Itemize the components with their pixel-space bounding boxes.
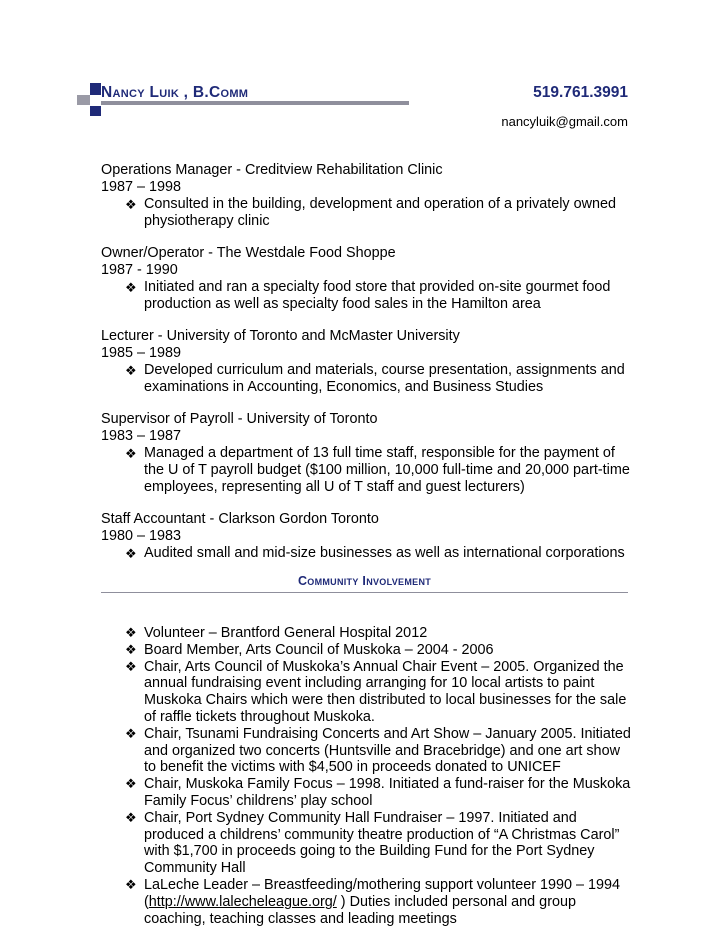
header-decoration-blue-top bbox=[90, 83, 101, 95]
job-title: Owner/Operator - The Westdale Food Shoppe bbox=[101, 245, 396, 261]
job-title: Lecturer - University of Toronto and McMaster University bbox=[101, 328, 460, 344]
diamond-bullet-icon: ❖ bbox=[125, 658, 137, 674]
laleche-league-link[interactable]: http://www.lalecheleague.org/ bbox=[148, 893, 337, 910]
community-item: ❖ Chair, Tsunami Fundraising Concerts and Art Show – January 2005. Initiated and organized two concerts (Huntsville and Bracebridge) and one art show to benefit the victims with $4,500 in proceeds donated to UNICEF bbox=[125, 725, 631, 776]
job-entry bbox=[101, 511, 631, 562]
job-bullet: ❖ Consulted in the building, development and operation of a privately owned physiotherapy clinic bbox=[125, 196, 617, 229]
diamond-bullet-icon: ❖ bbox=[125, 776, 137, 792]
header-decoration-blue-bottom bbox=[90, 106, 101, 116]
job-entry bbox=[101, 411, 631, 496]
candidate-name: Nancy Luik , B.Comm bbox=[101, 84, 249, 101]
job-entry bbox=[101, 328, 631, 396]
diamond-bullet-icon: ❖ bbox=[125, 641, 137, 657]
diamond-bullet-icon: ❖ bbox=[125, 446, 137, 461]
community-section bbox=[101, 625, 631, 927]
job-dates: 1980 – 1983 bbox=[101, 528, 182, 544]
diamond-bullet-icon: ❖ bbox=[125, 280, 137, 295]
community-item: ❖ Board Member, Arts Council of Muskoka – 2004 - 2006 bbox=[125, 641, 494, 658]
job-bullet: ❖ Managed a department of 13 full time staff, responsible for the payment of the U of T payroll budget ($100 million, 10,000 full-time and 20,000 part-time employees, representing all U of T staff and guest lecturers) bbox=[125, 445, 630, 495]
diamond-bullet-icon: ❖ bbox=[125, 546, 137, 561]
community-section-heading: Community Involvement bbox=[297, 574, 432, 588]
diamond-bullet-icon: ❖ bbox=[125, 809, 137, 825]
community-item: ❖ Chair, Arts Council of Muskoka’s Annual Chair Event – 2005. Organized the annual fundraising event including arranging for 10 local artists to paint Muskoka Chairs which were then distributed to local businesses for the sale of raffle tickets throughout Muskoka. bbox=[125, 658, 627, 725]
diamond-bullet-icon: ❖ bbox=[125, 197, 137, 212]
job-bullet: ❖ Initiated and ran a specialty food store that provided on-site gourmet food production as well as specialty food sales in the Hamilton area bbox=[125, 279, 611, 312]
community-item: ❖ LaLeche Leader – Breastfeeding/mothering support volunteer 1990 – 1994 (http://www.lalecheleague.org/ ) Duties included personal and group coaching, teaching classes and leading meetings bbox=[125, 876, 621, 927]
email-address: nancyluik@gmail.com bbox=[501, 114, 628, 129]
community-item: ❖ Chair, Muskoka Family Focus – 1998. Initiated a fund-raiser for the Muskoka Family Focus’ childrens’ play school bbox=[125, 776, 631, 809]
job-entry bbox=[101, 162, 631, 230]
job-entry bbox=[101, 245, 631, 313]
job-dates: 1983 – 1987 bbox=[101, 428, 182, 444]
phone-number: 519.761.3991 bbox=[533, 84, 628, 101]
job-title: Supervisor of Payroll - University of Toronto bbox=[101, 411, 378, 427]
job-dates: 1987 – 1998 bbox=[101, 179, 182, 195]
diamond-bullet-icon: ❖ bbox=[125, 725, 137, 741]
diamond-bullet-icon: ❖ bbox=[125, 876, 137, 892]
experience-section bbox=[101, 162, 631, 577]
job-bullet: ❖ Developed curriculum and materials, course presentation, assignments and examinations in Accounting, Economics, and Business Studies bbox=[125, 362, 625, 395]
diamond-bullet-icon: ❖ bbox=[125, 625, 137, 640]
job-title: Staff Accountant - Clarkson Gordon Toronto bbox=[101, 511, 379, 527]
job-bullet: ❖ Audited small and mid-size businesses as well as international corporations bbox=[125, 545, 625, 561]
job-title: Operations Manager - Creditview Rehabilitation Clinic bbox=[101, 162, 443, 178]
header-decoration-gray bbox=[77, 95, 90, 105]
job-dates: 1985 – 1989 bbox=[101, 345, 182, 361]
community-item: ❖ Chair, Port Sydney Community Hall Fundraiser – 1997. Initiated and produced a childrens’ community theatre production of “A Christmas Carol” with $1,700 in proceeds going to the Building Fund for the Port Sydney Community Hall bbox=[125, 809, 620, 877]
job-dates: 1987 - 1990 bbox=[101, 262, 178, 278]
diamond-bullet-icon: ❖ bbox=[125, 363, 137, 378]
section-divider bbox=[101, 592, 628, 593]
community-item: ❖ Volunteer – Brantford General Hospital 2012 bbox=[125, 625, 428, 641]
